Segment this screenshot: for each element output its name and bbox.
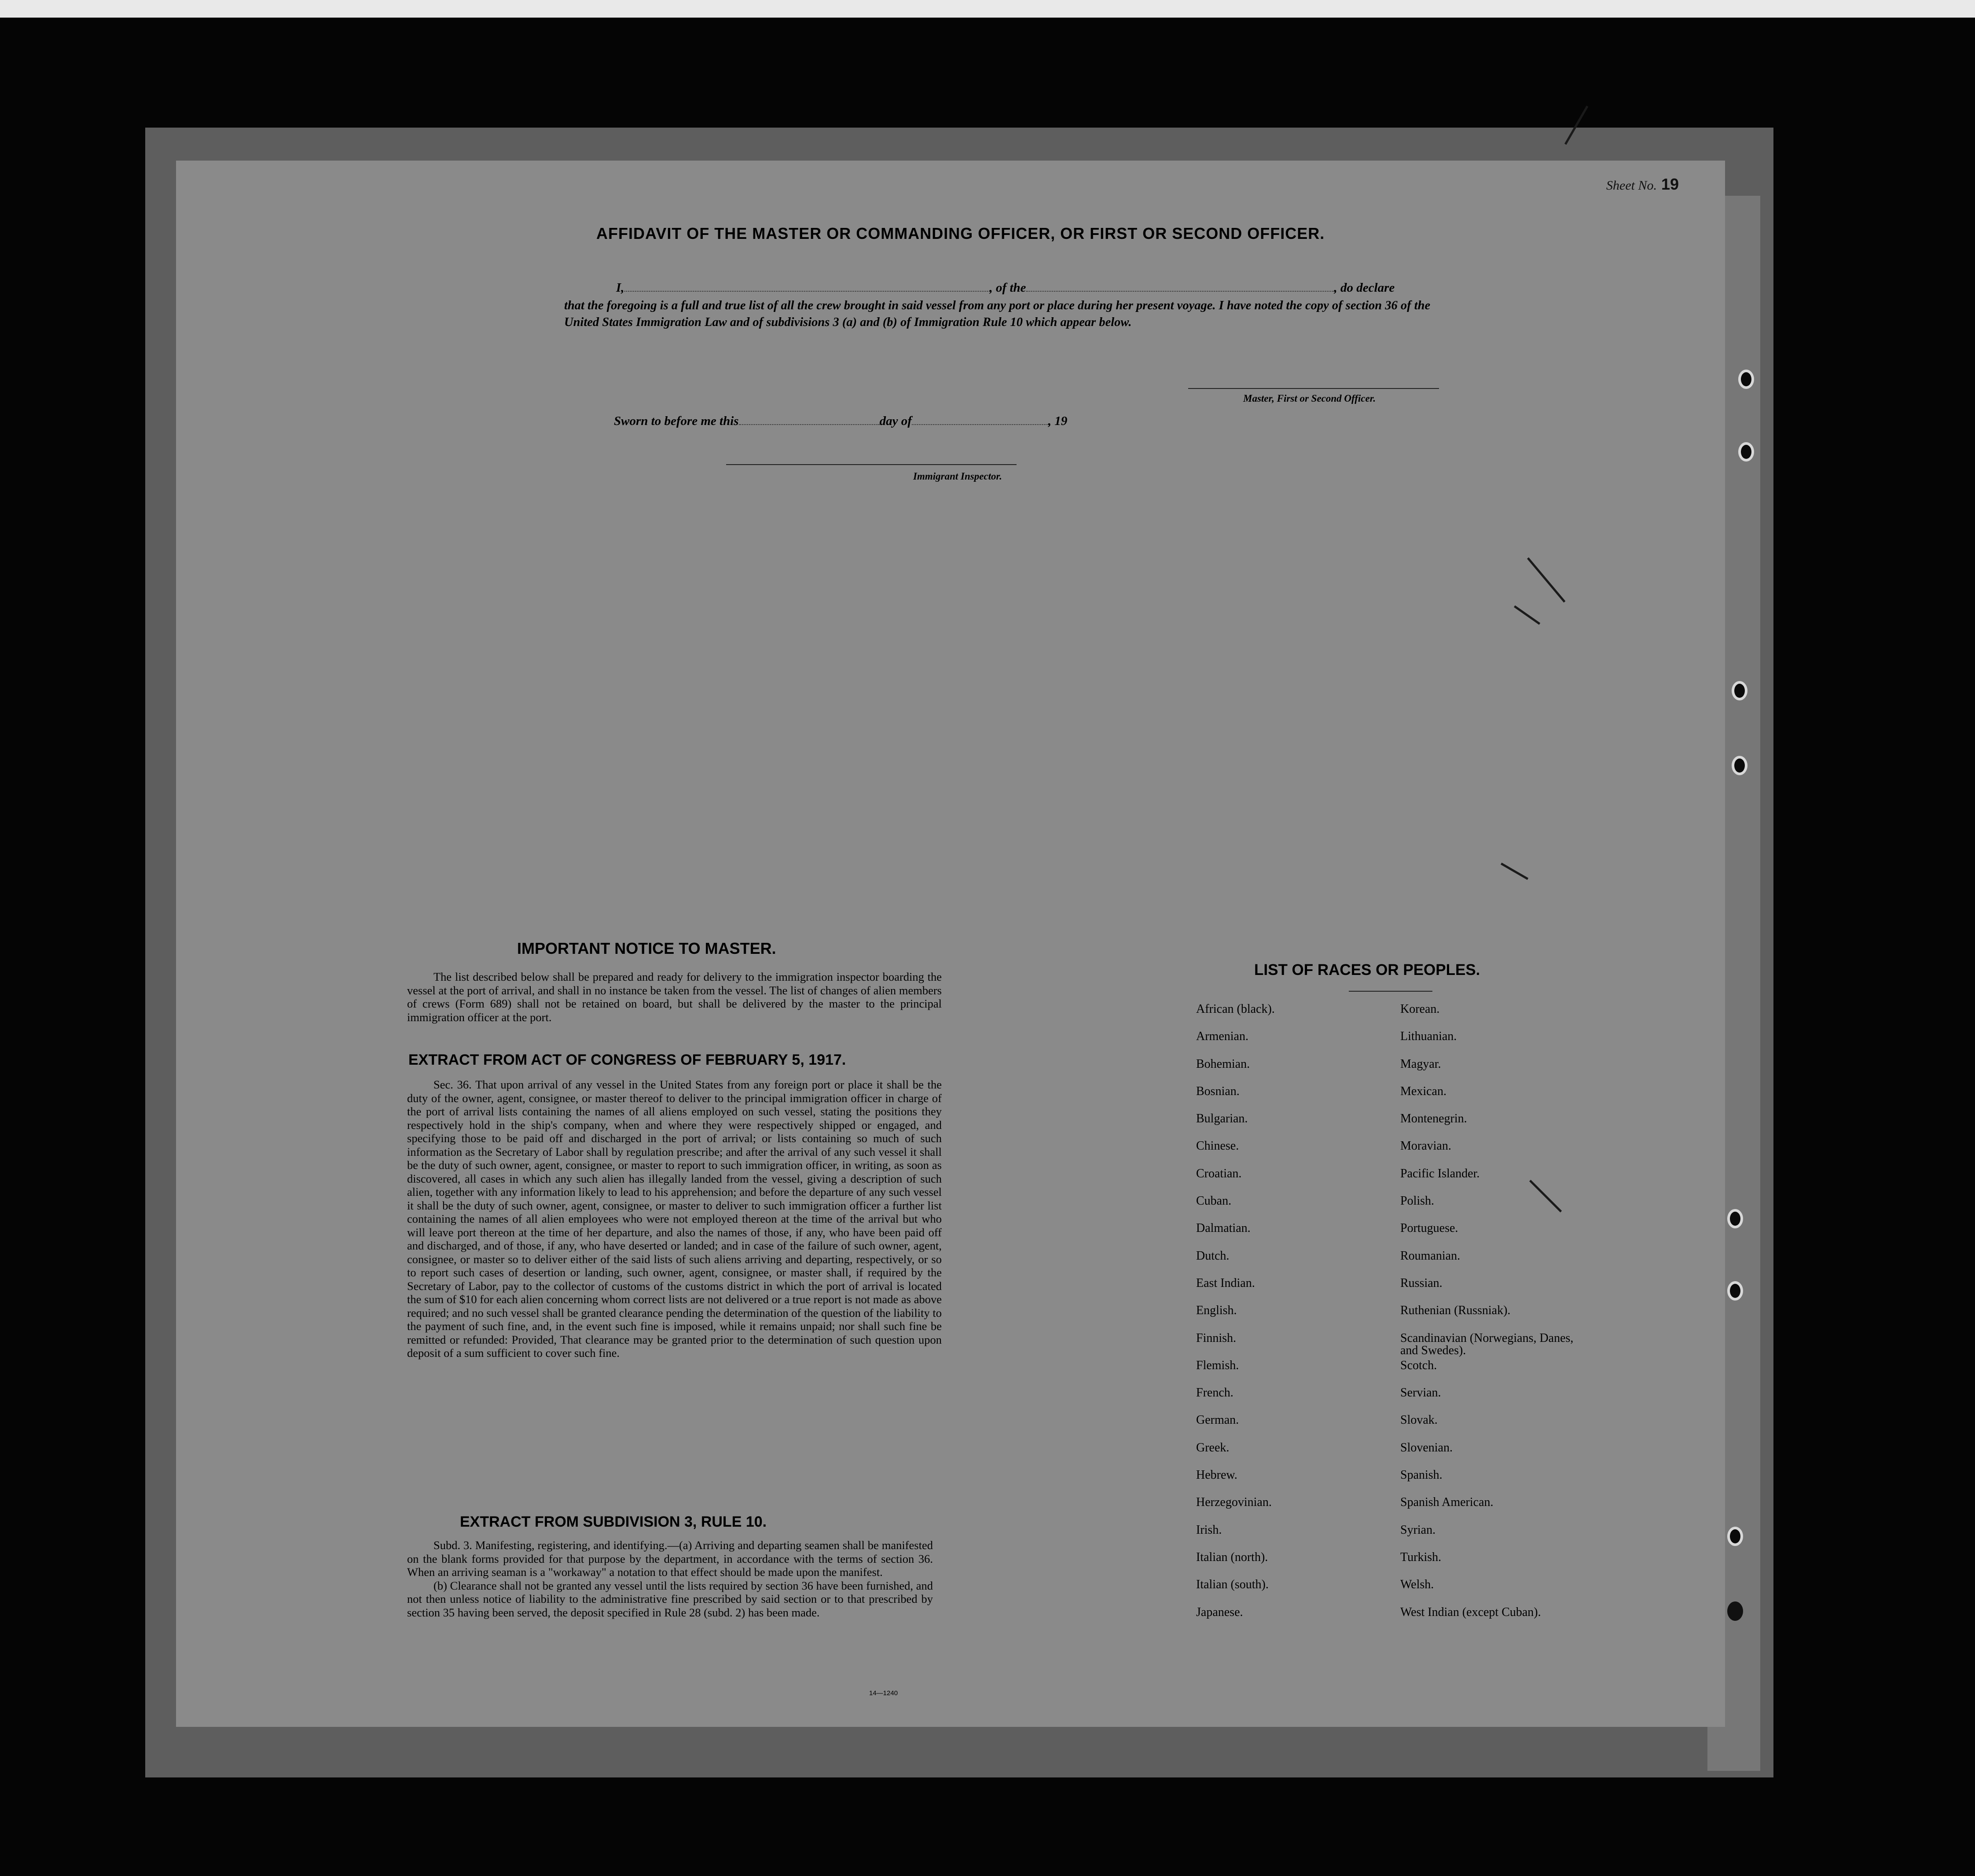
- races-title: LIST OF RACES OR PEOPLES.: [1254, 961, 1480, 978]
- race-item: Roumanian.: [1400, 1249, 1461, 1263]
- binder-hole: [1738, 442, 1754, 462]
- race-item: Armenian.: [1196, 1030, 1248, 1044]
- race-item: Scandinavian (Norwegians, Danes, and Swedes).: [1400, 1331, 1574, 1357]
- race-item: Flemish.: [1196, 1358, 1239, 1372]
- sheet-number: [1606, 175, 1679, 194]
- race-item: Moravian.: [1400, 1139, 1451, 1153]
- race-item: English.: [1196, 1304, 1237, 1318]
- sworn-label: Sworn to before me this: [614, 414, 739, 428]
- binder-hole: [1727, 1209, 1743, 1228]
- race-item: Ruthenian (Russniak).: [1400, 1304, 1511, 1318]
- year-label: , 19: [1048, 414, 1068, 428]
- race-item: French.: [1196, 1386, 1233, 1400]
- binder-hole: [1732, 756, 1747, 775]
- race-item: Herzegovinian.: [1196, 1495, 1272, 1510]
- race-item: African (black).: [1196, 1002, 1275, 1016]
- act-extract-title: EXTRACT FROM ACT OF CONGRESS OF FEBRUARY 5, 1917.: [408, 1052, 846, 1068]
- race-item: Korean.: [1400, 1002, 1440, 1016]
- master-signature-line: [1188, 388, 1439, 389]
- race-item: Russian.: [1400, 1276, 1443, 1290]
- race-item: Spanish American.: [1400, 1495, 1494, 1510]
- inspector-signature-line: [726, 464, 1017, 465]
- race-item: East Indian.: [1196, 1276, 1255, 1290]
- races-column-right: [1400, 1003, 1585, 1634]
- race-item: Slovenian.: [1400, 1440, 1453, 1455]
- day-blank: [739, 414, 880, 425]
- race-item: Cuban.: [1196, 1194, 1232, 1208]
- race-item: Montenegrin.: [1400, 1112, 1467, 1126]
- race-item: Bulgarian.: [1196, 1112, 1248, 1126]
- subd3a-paragraph: Subd. 3. Manifesting, registering, and identifying.—(a) Arriving and departing seamen shall be manifested on the blank forms provided for that purpose by the department, in accordance with the terms of section 36. When an arriving seaman is a "workaway" a notation to that effect should be made upon the manifest.: [407, 1539, 933, 1579]
- day-of-label: day of: [879, 414, 912, 428]
- inspector-caption: Immigrant Inspector.: [913, 471, 1002, 482]
- subd3b-paragraph: (b) Clearance shall not be granted any vessel until the lists required by section 36 have been furnished, and not then unless notice of liability to the administrative fine prescribed by said section or to that prescribed by section 35 having been served, the deposit specified in Rule 28 (subd. 2) has been made.: [407, 1579, 933, 1619]
- race-item: Irish.: [1196, 1523, 1222, 1537]
- race-item: Dalmatian.: [1196, 1221, 1251, 1235]
- race-item: Bohemian.: [1196, 1057, 1250, 1071]
- race-item: Chinese.: [1196, 1139, 1239, 1153]
- notice-text: [407, 970, 942, 1024]
- race-item: Hebrew.: [1196, 1468, 1237, 1482]
- race-item: Servian.: [1400, 1386, 1441, 1400]
- binder-hole: [1727, 1527, 1743, 1546]
- race-item: Spanish.: [1400, 1468, 1443, 1482]
- race-item: Dutch.: [1196, 1249, 1230, 1263]
- race-item: Italian (north).: [1196, 1550, 1268, 1564]
- race-item: German.: [1196, 1413, 1239, 1427]
- race-item: Syrian.: [1400, 1523, 1436, 1537]
- race-item: Greek.: [1196, 1440, 1230, 1455]
- name-blank: [624, 280, 990, 292]
- sec36-paragraph: Sec. 36. That upon arrival of any vessel in the United States from any foreign port or place it shall be the duty of the owner, agent, consignee, or master thereof to deliver to the principal immigration officer in charge of the port of arrival lists containing the names of all aliens employed on such vessel, stating the positions they respectively hold in the ship's company, when and where they were respectively shipped or engaged, and specifying those to be paid off and discharged in the port of arrival; or lists containing so much of such information as the Secretary of Labor shall by regulation prescribe; and after the arrival of any such vessel it shall be the duty of such owner, agent, consignee, or master to report to such immigration officer, in writing, as soon as discovered, all cases in which any such alien has illegally landed from the vessel, giving a description of such alien, together with any information likely to lead to his apprehension; and before the departure of any such vessel it shall be the duty of such owner, agent, consignee, or master to deliver to such immigration officer a further list containing the names of all alien employees who were not employed thereon at the time of the arrival but who will leave port thereon at the time of her departure, and also the names of those, if any, who have been paid off and discharged, and of those, if any, who have deserted or landed; and in case of the failure of such owner, agent, consignee, or master so to deliver either of the said lists of such aliens arriving and departing, respectively, or so to report such cases of desertion or landing, such owner, agent, consignee, or master shall, if required by the Secretary of Labor, pay to the collector of customs of the customs district in which the port of arrival is located the sum of $10 for each alien concerning whom correct lists are not delivered or a true report is not made as above required; and no such vessel shall be granted clearance pending the determination of the question of the liability to the payment of such fine, and, in the event such fine is imposed, while it remains unpaid; nor shall such fine be remitted or refunded: Provided, That clearance may be granted prior to the determination of such question upon deposit of a sum sufficient to cover such fine.: [407, 1078, 942, 1359]
- binder-hole: [1732, 681, 1747, 700]
- race-item: Lithuanian.: [1400, 1030, 1457, 1044]
- race-item: Japanese.: [1196, 1605, 1243, 1619]
- sheet-number-value: 19: [1661, 175, 1679, 193]
- rule-extract-text: [407, 1539, 933, 1619]
- vessel-blank: [1026, 280, 1334, 292]
- races-column-left: [1196, 1003, 1381, 1634]
- scan-top-band: [0, 0, 1975, 18]
- affidavit-title: AFFIDAVIT OF THE MASTER OR COMMANDING OFFICER, OR FIRST OR SECOND OFFICER.: [596, 224, 1325, 242]
- do-declare-label: , do declare: [1334, 281, 1395, 295]
- binder-hole: [1738, 370, 1754, 389]
- race-item: Magyar.: [1400, 1057, 1441, 1071]
- form-number: 14—1240: [869, 1689, 898, 1697]
- notice-paragraph: The list described below shall be prepared and ready for delivery to the immigration inspector boarding the vessel at the port of arrival, and shall in no instance be taken from the vessel. The list of changes of alien members of crews (Form 689) shall not be retained on board, but shall be delivered by the master to the principal immigration officer at the port.: [407, 970, 942, 1024]
- i-label: I,: [616, 281, 624, 295]
- race-item: Mexican.: [1400, 1084, 1446, 1098]
- race-item: Pacific Islander.: [1400, 1166, 1480, 1180]
- race-item: Croatian.: [1196, 1166, 1242, 1180]
- race-item: Bosnian.: [1196, 1084, 1240, 1098]
- master-caption: Master, First or Second Officer.: [1243, 393, 1376, 404]
- race-item: Welsh.: [1400, 1578, 1434, 1592]
- month-blank: [912, 414, 1048, 425]
- binder-hole: [1727, 1281, 1743, 1301]
- race-item: Italian (south).: [1196, 1578, 1269, 1592]
- rule-extract-title: EXTRACT FROM SUBDIVISION 3, RULE 10.: [460, 1513, 767, 1530]
- act-extract-text: [407, 1078, 942, 1360]
- sheet-number-label: Sheet No.: [1606, 178, 1657, 193]
- race-item: Scotch.: [1400, 1358, 1437, 1372]
- notice-title: IMPORTANT NOTICE TO MASTER.: [517, 939, 776, 957]
- of-the-label: , of the: [989, 281, 1026, 295]
- race-item: Slovak.: [1400, 1413, 1438, 1427]
- affidavit-body: that the foregoing is a full and true list of all the crew brought in said vessel from any port or place during her present voyage. I have noted the copy of section 36 of the United States Immigration Law and of subdivisions 3 (a) and (b) of Immigration Rule 10 which appear below.: [564, 299, 1431, 329]
- race-item: Turkish.: [1400, 1550, 1442, 1564]
- sworn-line: [614, 414, 1067, 429]
- race-item: Portuguese.: [1400, 1221, 1458, 1235]
- race-item: West Indian (except Cuban).: [1400, 1605, 1541, 1619]
- race-item: Polish.: [1400, 1194, 1435, 1208]
- affidavit-declaration-line: [616, 280, 1395, 295]
- binder-hole: [1727, 1601, 1743, 1621]
- races-title-rule: [1349, 991, 1432, 992]
- race-item: Finnish.: [1196, 1331, 1237, 1345]
